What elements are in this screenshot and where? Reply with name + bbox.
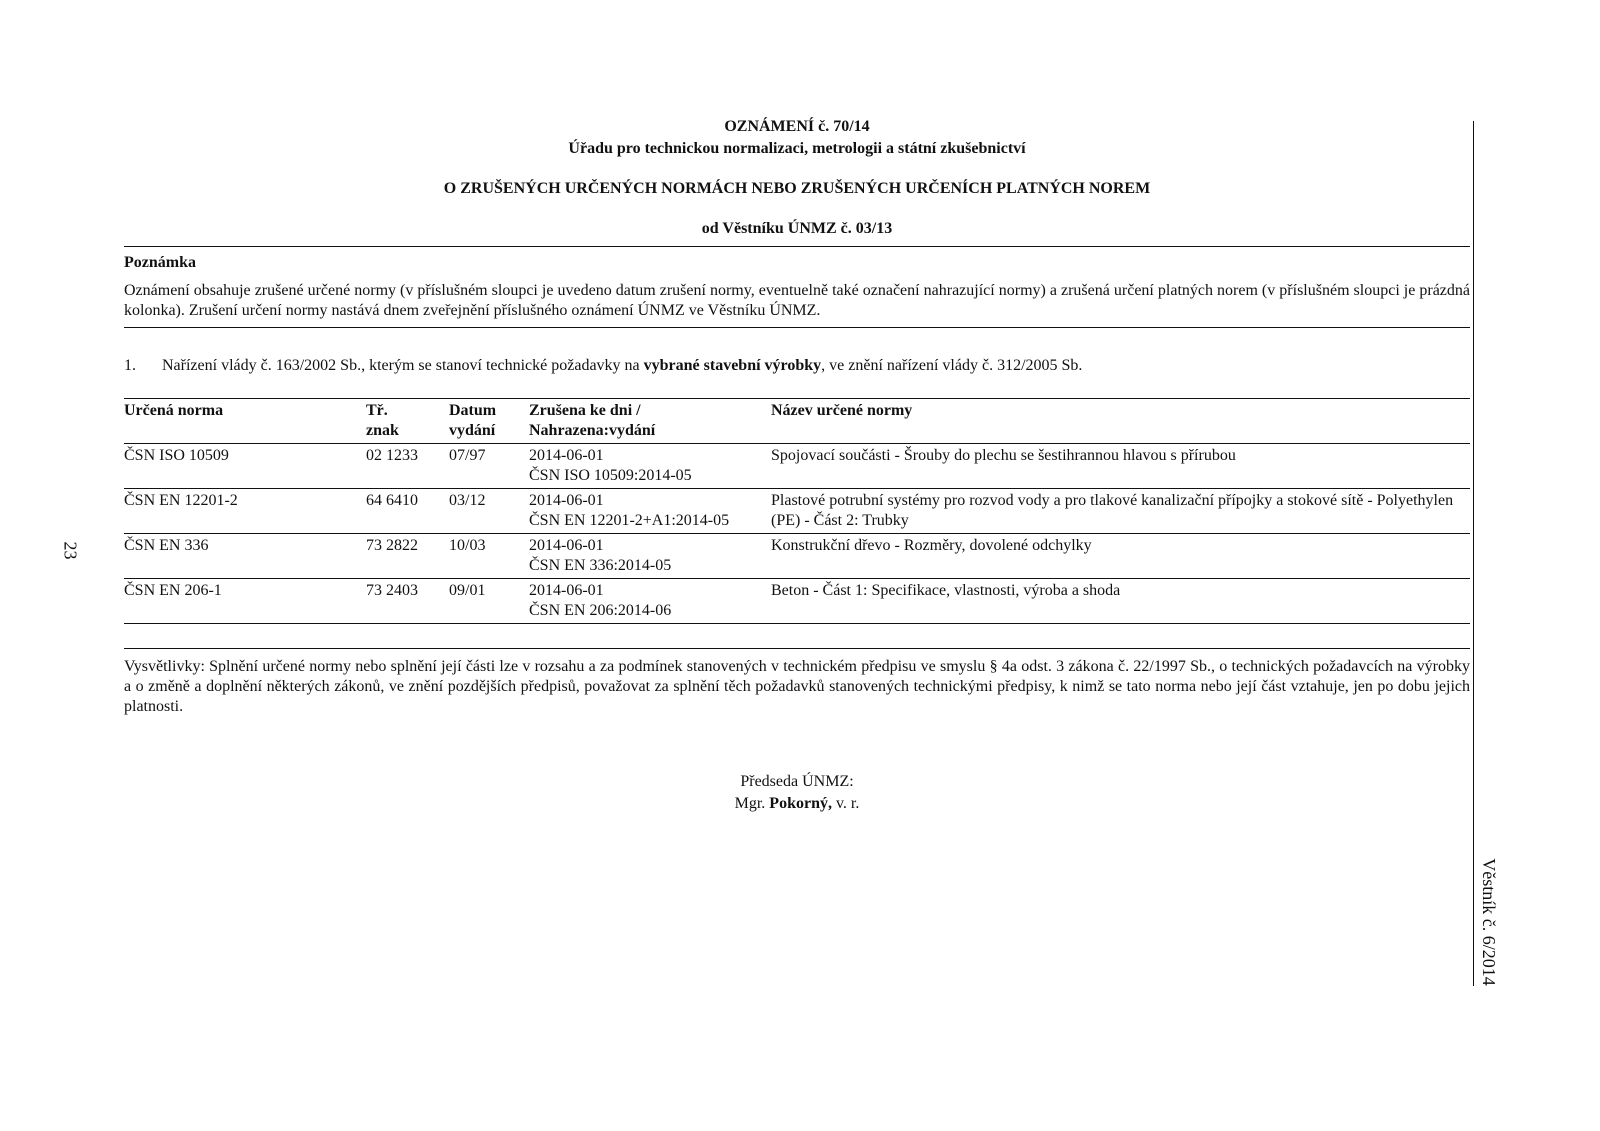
cell-class: 02 1233: [366, 444, 449, 489]
table-row: [124, 489, 1470, 534]
cell-norm: ČSN EN 12201-2: [124, 489, 366, 534]
margin-rule: [1473, 121, 1474, 986]
decree-text-after: , ve znění nařízení vlády č. 312/2005 Sb.: [821, 357, 1083, 374]
document-title: O ZRUŠENÝCH URČENÝCH NORMÁCH NEBO ZRUŠENÝCH URČENÍCH PLATNÝCH NOREM: [443, 180, 1151, 197]
legend-text: Vysvětlivky: Splnění určené normy nebo splnění její části lze v rozsahu a za podmínek stanovených v technickém předpisu ve smyslu § 4a odst. 3 zákona č. 22/1997 Sb., o technických požadavcích na výrobky a o změně a doplnění některých zákonů, ve znění pozdějších předpisů, považovat za splnění těch požadavků stanovených technickými předpisy, k nimž se tato norma nebo její část vztahuje, jen po dobu jejich platnosti.: [124, 658, 1470, 715]
signature-name: Pokorný,: [769, 795, 832, 812]
journal-label: Věstník č. 6/2014: [1479, 858, 1499, 986]
signature-block: [124, 771, 1470, 815]
decree-text: [162, 356, 1082, 376]
cell-cancel: 2014-06-01 ČSN EN 336:2014-05: [529, 534, 771, 579]
announcement-number: OZNÁMENÍ č. 70/14: [724, 118, 870, 135]
cell-cancel: 2014-06-01 ČSN EN 12201-2+A1:2014-05: [529, 489, 771, 534]
note-section: [124, 253, 1470, 321]
norms-table: [124, 398, 1470, 624]
header-class: Tř. znak: [366, 399, 449, 444]
note-heading: Poznámka: [124, 254, 196, 271]
cell-class: 73 2403: [366, 579, 449, 624]
table-header-row: [124, 399, 1470, 444]
decree-text-bold: vybrané stavební výrobky: [643, 357, 822, 374]
header-name: Název určené normy: [771, 399, 1470, 444]
note-text: Oznámení obsahuje zrušené určené normy (v příslušném sloupci je uvedeno datum zrušení normy, eventuelně také označení nahrazující normy) a zrušená určení platných norem (v příslušném sloupci je prázdná kolonka). Zrušení určení normy nastává dnem zveřejnění příslušného oznámení ÚNMZ ve Věstníku ÚNMZ.: [124, 282, 1470, 319]
cell-norm: ČSN ISO 10509: [124, 444, 366, 489]
cell-cancel: 2014-06-01 ČSN EN 206:2014-06: [529, 579, 771, 624]
cell-norm: ČSN EN 336: [124, 534, 366, 579]
cell-date: 03/12: [449, 489, 529, 534]
cell-date: 09/01: [449, 579, 529, 624]
cell-norm: ČSN EN 206-1: [124, 579, 366, 624]
table-row: [124, 534, 1470, 579]
header-date: Datum vydání: [449, 399, 529, 444]
cell-name: Beton - Část 1: Specifikace, vlastnosti, výroba a shoda: [771, 579, 1470, 624]
cell-name: Spojovací součásti - Šrouby do plechu se šestihrannou hlavou s přírubou: [771, 444, 1470, 489]
decree-number: 1.: [124, 357, 136, 374]
header-norm: Určená norma: [124, 399, 366, 444]
cell-cancel: 2014-06-01 ČSN ISO 10509:2014-05: [529, 444, 771, 489]
signature-name-line: [124, 793, 1470, 815]
decree-item: [124, 356, 1470, 376]
signature-title: Mgr.: [734, 795, 770, 812]
table-row: [124, 444, 1470, 489]
signature-suffix: v. r.: [831, 795, 860, 812]
cell-class: 64 6410: [366, 489, 449, 534]
issuing-office: Úřadu pro technickou normalizaci, metrologii a státní zkušebnictví: [568, 140, 1026, 157]
page-number: 23: [60, 541, 81, 560]
divider: [124, 327, 1470, 328]
divider: [124, 648, 1470, 649]
table-row: [124, 579, 1470, 624]
cell-date: 07/97: [449, 444, 529, 489]
signature-role: Předseda ÚNMZ:: [740, 773, 854, 790]
header-cancel: Zrušena ke dni / Nahrazena:vydání: [529, 399, 771, 444]
document-subtitle: od Věstníku ÚNMZ č. 03/13: [701, 220, 893, 237]
document-content: [124, 116, 1470, 815]
cell-date: 10/03: [449, 534, 529, 579]
cell-name: Plastové potrubní systémy pro rozvod vody a pro tlakové kanalizační přípojky a stokové sítě - Polyethylen (PE) - Část 2: Trubky: [771, 489, 1470, 534]
decree-text-before: Nařízení vlády č. 163/2002 Sb., kterým se stanoví technické požadavky na: [162, 357, 644, 374]
cell-name: Konstrukční dřevo - Rozměry, dovolené odchylky: [771, 534, 1470, 579]
cell-class: 73 2822: [366, 534, 449, 579]
divider: [124, 246, 1470, 247]
